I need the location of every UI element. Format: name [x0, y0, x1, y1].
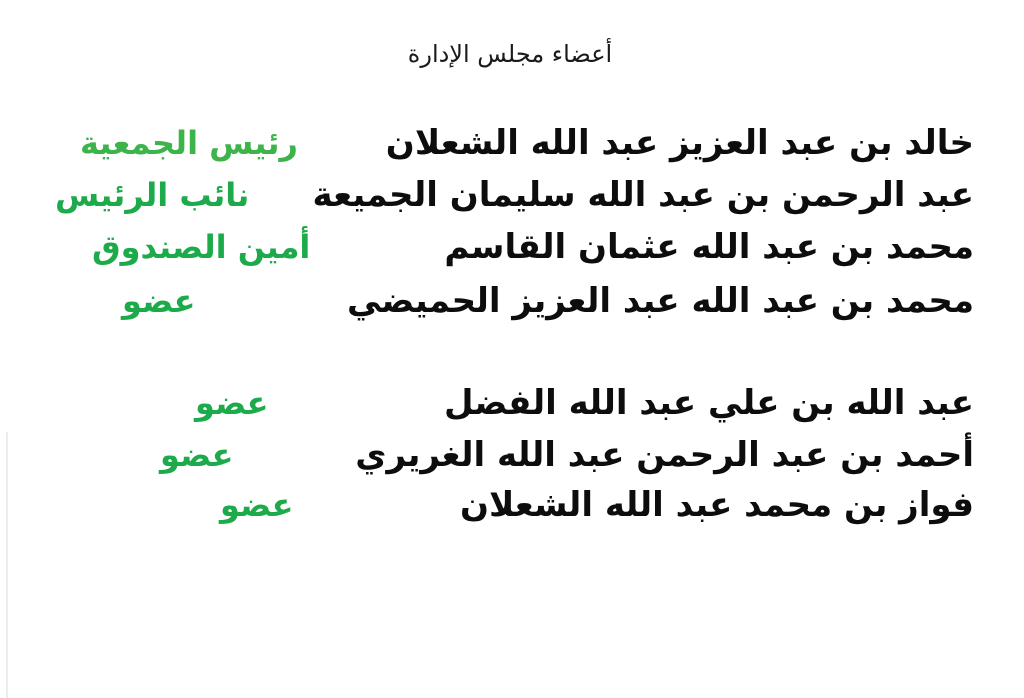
member-row-2: [0, 170, 1024, 220]
member-row-1: [0, 118, 1024, 168]
member-name: عبد الله بن علي عبد الله الفضل: [444, 383, 974, 423]
member-name: أحمد بن عبد الرحمن عبد الله الغريري: [355, 435, 974, 475]
member-name: عبد الرحمن بن عبد الله سليمان الجميعة: [312, 175, 974, 215]
member-role: عضو: [220, 486, 294, 524]
board-members-heading: أعضاء مجلس الإدارة: [407, 40, 613, 68]
member-role: عضو: [195, 384, 269, 422]
member-name: خالد بن عبد العزيز عبد الله الشعلان: [385, 123, 974, 163]
member-name: محمد بن عبد الله عبد العزيز الحميضي: [347, 281, 974, 321]
member-role: عضو: [160, 436, 234, 474]
member-role: رئيس الجمعية: [80, 124, 298, 162]
member-role: عضو: [122, 282, 196, 320]
member-row-4: [0, 276, 1024, 326]
member-row-5: [0, 378, 1024, 428]
member-row-6: [0, 430, 1024, 480]
member-row-3: [0, 222, 1024, 272]
member-name: فواز بن محمد عبد الله الشعلان: [459, 485, 974, 525]
member-role: نائب الرئيس: [55, 176, 250, 214]
member-name: محمد بن عبد الله عثمان القاسم: [444, 227, 974, 267]
member-row-7: [0, 480, 1024, 530]
member-role: أمين الصندوق: [92, 228, 311, 266]
